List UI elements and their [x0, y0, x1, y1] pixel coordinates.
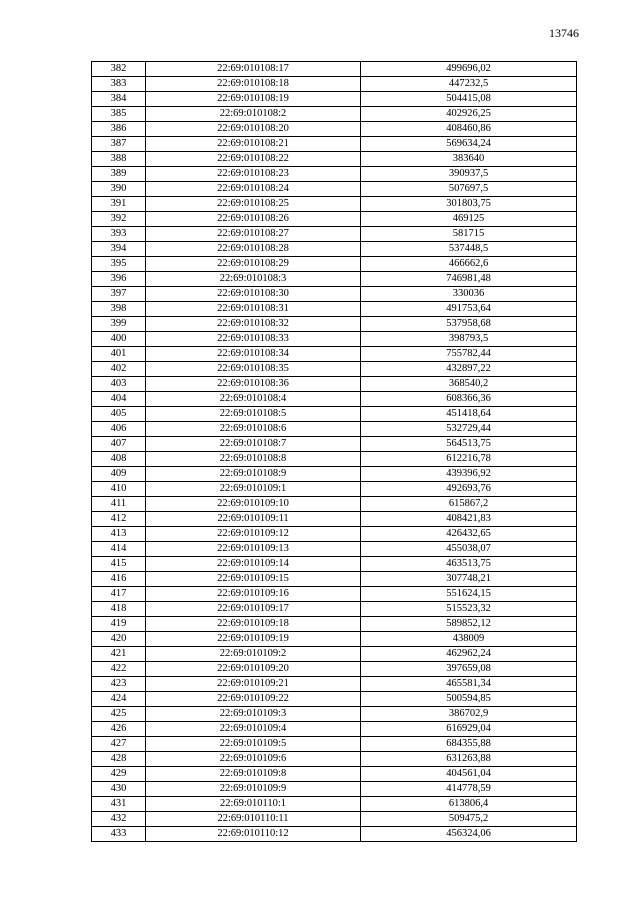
table-row	[92, 422, 577, 437]
cadastral-value-cell: 499696,02	[361, 62, 577, 77]
cadastral-number-cell: 22:69:010108:8	[146, 452, 361, 467]
table-row	[92, 737, 577, 752]
cadastral-value-cell: 500594,85	[361, 692, 577, 707]
table-row	[92, 797, 577, 812]
cadastral-number-cell: 22:69:010108:28	[146, 242, 361, 257]
row-number-cell: 421	[92, 647, 146, 662]
row-number-cell: 406	[92, 422, 146, 437]
cadastral-number-cell: 22:69:010109:6	[146, 752, 361, 767]
row-number-cell: 423	[92, 677, 146, 692]
cadastral-number-cell: 22:69:010108:32	[146, 317, 361, 332]
cadastral-value-cell: 631263,88	[361, 752, 577, 767]
table-row	[92, 452, 577, 467]
table-row	[92, 197, 577, 212]
cadastral-value-cell: 414778,59	[361, 782, 577, 797]
cadastral-number-cell: 22:69:010108:3	[146, 272, 361, 287]
table-row	[92, 662, 577, 677]
table-row	[92, 257, 577, 272]
row-number-cell: 409	[92, 467, 146, 482]
cadastral-number-cell: 22:69:010110:12	[146, 827, 361, 842]
cadastral-number-cell: 22:69:010108:4	[146, 392, 361, 407]
row-number-cell: 401	[92, 347, 146, 362]
table-row	[92, 212, 577, 227]
cadastral-number-cell: 22:69:010108:17	[146, 62, 361, 77]
cadastral-value-cell: 404561,04	[361, 767, 577, 782]
row-number-cell: 394	[92, 242, 146, 257]
cadastral-number-cell: 22:69:010108:33	[146, 332, 361, 347]
row-number-cell: 410	[92, 482, 146, 497]
row-number-cell: 402	[92, 362, 146, 377]
row-number-cell: 383	[92, 77, 146, 92]
cadastral-value-cell: 589852,12	[361, 617, 577, 632]
row-number-cell: 425	[92, 707, 146, 722]
cadastral-number-cell: 22:69:010108:20	[146, 122, 361, 137]
cadastral-number-cell: 22:69:010108:25	[146, 197, 361, 212]
cadastral-number-cell: 22:69:010108:23	[146, 167, 361, 182]
row-number-cell: 416	[92, 572, 146, 587]
cadastral-value-cell: 569634,24	[361, 137, 577, 152]
cadastral-number-cell: 22:69:010108:27	[146, 227, 361, 242]
table-row	[92, 377, 577, 392]
cadastral-value-cell: 492693,76	[361, 482, 577, 497]
row-number-cell: 422	[92, 662, 146, 677]
row-number-cell: 396	[92, 272, 146, 287]
cadastral-number-cell: 22:69:010108:22	[146, 152, 361, 167]
cadastral-value-cell: 456324,06	[361, 827, 577, 842]
row-number-cell: 397	[92, 287, 146, 302]
cadastral-value-cell: 462962,24	[361, 647, 577, 662]
table-row	[92, 512, 577, 527]
cadastral-value-cell: 515523,32	[361, 602, 577, 617]
cadastral-value-table	[91, 61, 577, 842]
row-number-cell: 384	[92, 92, 146, 107]
page-number: 13746	[549, 26, 579, 40]
table-row	[92, 302, 577, 317]
table-row	[92, 92, 577, 107]
table-row	[92, 692, 577, 707]
cadastral-value-cell: 383640	[361, 152, 577, 167]
table-row	[92, 587, 577, 602]
table-row	[92, 482, 577, 497]
row-number-cell: 424	[92, 692, 146, 707]
table-row	[92, 677, 577, 692]
table-row	[92, 812, 577, 827]
cadastral-number-cell: 22:69:010109:19	[146, 632, 361, 647]
cadastral-number-cell: 22:69:010109:17	[146, 602, 361, 617]
row-number-cell: 414	[92, 542, 146, 557]
cadastral-value-cell: 608366,36	[361, 392, 577, 407]
cadastral-value-cell: 402926,25	[361, 107, 577, 122]
table-row	[92, 362, 577, 377]
table-row	[92, 632, 577, 647]
cadastral-number-cell: 22:69:010109:10	[146, 497, 361, 512]
row-number-cell: 407	[92, 437, 146, 452]
cadastral-number-cell: 22:69:010109:9	[146, 782, 361, 797]
cadastral-value-cell: 537958,68	[361, 317, 577, 332]
cadastral-number-cell: 22:69:010108:29	[146, 257, 361, 272]
row-number-cell: 413	[92, 527, 146, 542]
cadastral-value-cell: 469125	[361, 212, 577, 227]
table-row	[92, 407, 577, 422]
row-number-cell: 430	[92, 782, 146, 797]
cadastral-value-cell: 438009	[361, 632, 577, 647]
table-row	[92, 782, 577, 797]
table-row	[92, 827, 577, 842]
table-row	[92, 272, 577, 287]
cadastral-number-cell: 22:69:010109:2	[146, 647, 361, 662]
row-number-cell: 426	[92, 722, 146, 737]
row-number-cell: 398	[92, 302, 146, 317]
cadastral-number-cell: 22:69:010108:6	[146, 422, 361, 437]
row-number-cell: 408	[92, 452, 146, 467]
cadastral-value-cell: 368540,2	[361, 377, 577, 392]
cadastral-number-cell: 22:69:010109:15	[146, 572, 361, 587]
cadastral-number-cell: 22:69:010109:18	[146, 617, 361, 632]
cadastral-number-cell: 22:69:010109:20	[146, 662, 361, 677]
cadastral-value-cell: 746981,48	[361, 272, 577, 287]
table-row	[92, 77, 577, 92]
cadastral-value-cell: 684355,88	[361, 737, 577, 752]
row-number-cell: 419	[92, 617, 146, 632]
row-number-cell: 385	[92, 107, 146, 122]
table-row	[92, 122, 577, 137]
cadastral-value-cell: 455038,07	[361, 542, 577, 557]
table-row	[92, 392, 577, 407]
cadastral-number-cell: 22:69:010109:13	[146, 542, 361, 557]
cadastral-value-cell: 397659,08	[361, 662, 577, 677]
cadastral-value-cell: 532729,44	[361, 422, 577, 437]
cadastral-value-cell: 432897,22	[361, 362, 577, 377]
table-row	[92, 542, 577, 557]
row-number-cell: 386	[92, 122, 146, 137]
table-row	[92, 167, 577, 182]
cadastral-number-cell: 22:69:010108:18	[146, 77, 361, 92]
table-row	[92, 722, 577, 737]
cadastral-number-cell: 22:69:010109:12	[146, 527, 361, 542]
row-number-cell: 404	[92, 392, 146, 407]
row-number-cell: 390	[92, 182, 146, 197]
table-row	[92, 602, 577, 617]
table-row	[92, 317, 577, 332]
table-row	[92, 137, 577, 152]
row-number-cell: 400	[92, 332, 146, 347]
cadastral-number-cell: 22:69:010110:11	[146, 812, 361, 827]
cadastral-number-cell: 22:69:010108:26	[146, 212, 361, 227]
cadastral-number-cell: 22:69:010108:21	[146, 137, 361, 152]
row-number-cell: 405	[92, 407, 146, 422]
row-number-cell: 433	[92, 827, 146, 842]
cadastral-value-cell: 466662,6	[361, 257, 577, 272]
table-row	[92, 62, 577, 77]
cadastral-value-cell: 390937,5	[361, 167, 577, 182]
cadastral-value-cell: 307748,21	[361, 572, 577, 587]
cadastral-value-cell: 301803,75	[361, 197, 577, 212]
cadastral-value-cell: 408460,86	[361, 122, 577, 137]
cadastral-value-cell: 439396,92	[361, 467, 577, 482]
cadastral-number-cell: 22:69:010109:22	[146, 692, 361, 707]
cadastral-number-cell: 22:69:010108:30	[146, 287, 361, 302]
row-number-cell: 388	[92, 152, 146, 167]
cadastral-number-cell: 22:69:010108:31	[146, 302, 361, 317]
table-row	[92, 767, 577, 782]
cadastral-value-cell: 615867,2	[361, 497, 577, 512]
row-number-cell: 417	[92, 587, 146, 602]
table-row	[92, 242, 577, 257]
cadastral-number-cell: 22:69:010109:14	[146, 557, 361, 572]
cadastral-value-cell: 491753,64	[361, 302, 577, 317]
cadastral-value-cell: 755782,44	[361, 347, 577, 362]
cadastral-value-cell: 507697,5	[361, 182, 577, 197]
cadastral-value-cell: 447232,5	[361, 77, 577, 92]
table-row	[92, 347, 577, 362]
cadastral-number-cell: 22:69:010109:8	[146, 767, 361, 782]
row-number-cell: 392	[92, 212, 146, 227]
cadastral-value-cell: 504415,08	[361, 92, 577, 107]
table-row	[92, 182, 577, 197]
cadastral-value-cell: 612216,78	[361, 452, 577, 467]
cadastral-value-cell: 537448,5	[361, 242, 577, 257]
row-number-cell: 429	[92, 767, 146, 782]
cadastral-value-cell: 451418,64	[361, 407, 577, 422]
table-row	[92, 527, 577, 542]
table-row	[92, 152, 577, 167]
row-number-cell: 420	[92, 632, 146, 647]
cadastral-number-cell: 22:69:010108:34	[146, 347, 361, 362]
table-row	[92, 437, 577, 452]
cadastral-value-cell: 551624,15	[361, 587, 577, 602]
cadastral-value-cell: 426432,65	[361, 527, 577, 542]
row-number-cell: 432	[92, 812, 146, 827]
cadastral-number-cell: 22:69:010109:5	[146, 737, 361, 752]
row-number-cell: 428	[92, 752, 146, 767]
cadastral-number-cell: 22:69:010109:21	[146, 677, 361, 692]
row-number-cell: 411	[92, 497, 146, 512]
cadastral-value-cell: 408421,83	[361, 512, 577, 527]
cadastral-value-cell: 330036	[361, 287, 577, 302]
table-row	[92, 497, 577, 512]
table-row	[92, 572, 577, 587]
table-row	[92, 467, 577, 482]
row-number-cell: 389	[92, 167, 146, 182]
cadastral-number-cell: 22:69:010109:11	[146, 512, 361, 527]
table-body	[92, 62, 577, 842]
cadastral-number-cell: 22:69:010109:16	[146, 587, 361, 602]
cadastral-value-cell: 386702,9	[361, 707, 577, 722]
cadastral-value-cell: 398793,5	[361, 332, 577, 347]
cadastral-number-cell: 22:69:010108:36	[146, 377, 361, 392]
cadastral-number-cell: 22:69:010109:4	[146, 722, 361, 737]
row-number-cell: 393	[92, 227, 146, 242]
cadastral-value-cell: 509475,2	[361, 812, 577, 827]
table-row	[92, 227, 577, 242]
row-number-cell: 403	[92, 377, 146, 392]
cadastral-value-cell: 463513,75	[361, 557, 577, 572]
row-number-cell: 431	[92, 797, 146, 812]
table-row	[92, 752, 577, 767]
row-number-cell: 387	[92, 137, 146, 152]
cadastral-value-cell: 581715	[361, 227, 577, 242]
table-row	[92, 332, 577, 347]
row-number-cell: 427	[92, 737, 146, 752]
table-row	[92, 557, 577, 572]
cadastral-number-cell: 22:69:010108:24	[146, 182, 361, 197]
row-number-cell: 418	[92, 602, 146, 617]
row-number-cell: 391	[92, 197, 146, 212]
cadastral-number-cell: 22:69:010108:9	[146, 467, 361, 482]
cadastral-number-cell: 22:69:010108:5	[146, 407, 361, 422]
row-number-cell: 412	[92, 512, 146, 527]
table-row	[92, 107, 577, 122]
cadastral-value-cell: 613806,4	[361, 797, 577, 812]
table-row	[92, 707, 577, 722]
cadastral-number-cell: 22:69:010108:19	[146, 92, 361, 107]
table-row	[92, 617, 577, 632]
row-number-cell: 415	[92, 557, 146, 572]
table-row	[92, 647, 577, 662]
row-number-cell: 399	[92, 317, 146, 332]
cadastral-value-cell: 465581,34	[361, 677, 577, 692]
table-row	[92, 287, 577, 302]
row-number-cell: 395	[92, 257, 146, 272]
cadastral-number-cell: 22:69:010108:2	[146, 107, 361, 122]
cadastral-number-cell: 22:69:010109:1	[146, 482, 361, 497]
row-number-cell: 382	[92, 62, 146, 77]
cadastral-number-cell: 22:69:010108:7	[146, 437, 361, 452]
cadastral-number-cell: 22:69:010109:3	[146, 707, 361, 722]
cadastral-number-cell: 22:69:010110:1	[146, 797, 361, 812]
cadastral-number-cell: 22:69:010108:35	[146, 362, 361, 377]
cadastral-value-cell: 616929,04	[361, 722, 577, 737]
cadastral-value-cell: 564513,75	[361, 437, 577, 452]
